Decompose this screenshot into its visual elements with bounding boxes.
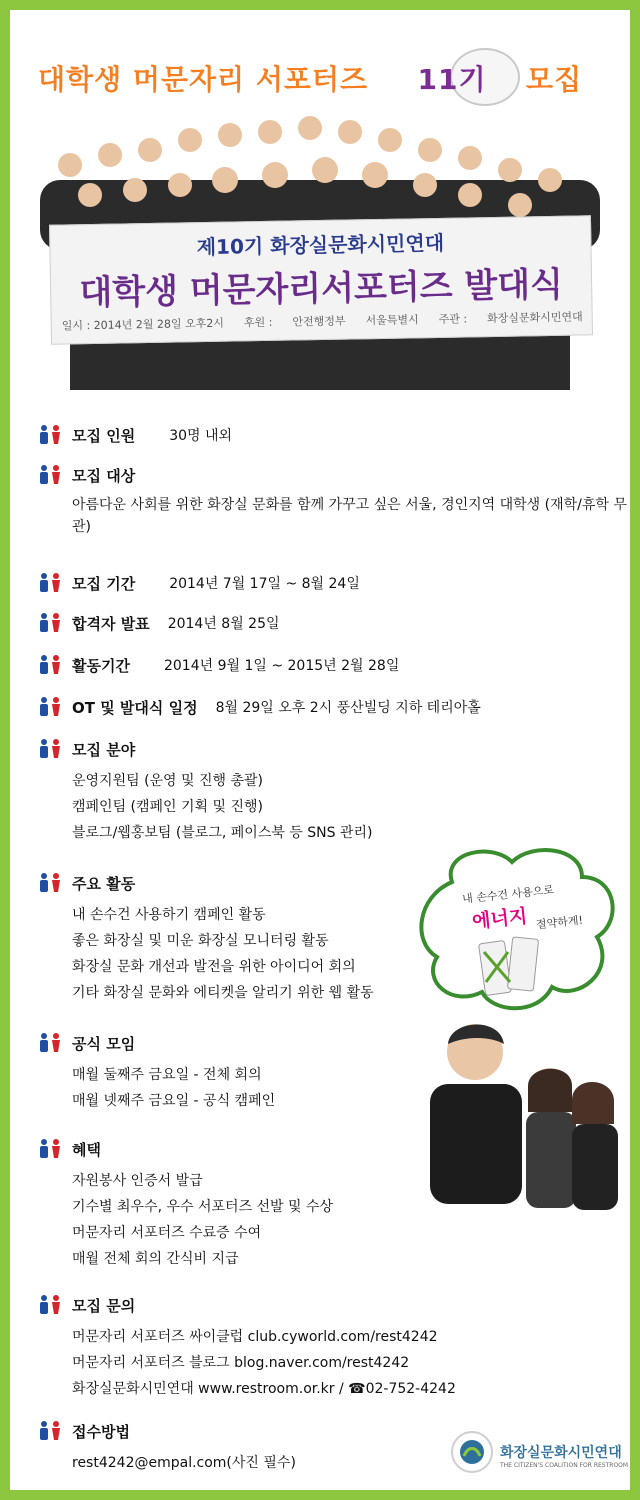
section-recruit-period [38,570,360,596]
section-fields [38,736,373,846]
list-item: 머문자리 서포터즈 블로그 blog.naver.com/rest4242 [72,1355,410,1371]
title-generation: 11기 [417,63,487,96]
list-item: 블로그/웹홍보팀 (블로그, 페이스북 등 SNS 관리) [72,825,373,841]
section-announcement [38,610,280,636]
title-main: 대학생 머문자리 서포터즈 [38,63,369,96]
section-value: 30명 내외 [169,428,233,444]
section-label: 활동기간 [72,656,130,675]
section-value: 2014년 7월 17일 ~ 8월 24일 [169,576,360,592]
banner-line1: 제10기 화장실문화시민연대 [196,230,445,260]
list-item: 자원봉사 인증서 발급 [72,1173,203,1189]
logo-name: 화장실문화시민연대 [500,1445,622,1461]
section-label: 주요 활동 [72,874,136,893]
section-label: OT 및 발대식 일정 [72,698,198,717]
section-activities [38,870,374,1006]
section-value: 8월 29일 오후 2시 풍산빌딩 지하 테리아홀 [215,700,481,716]
people-icon [38,464,62,486]
people-icon [38,1420,62,1442]
section-text: 아름다운 사회를 위한 화장실 문화를 함께 가꾸고 싶은 서울, 경인지역 대학생 (재학/휴학 무관) [72,497,627,535]
people-icon [38,696,62,718]
list-item: 기타 화장실 문화와 에티켓을 알리기 위한 웹 활동 [72,985,374,1001]
list-item: 캠페인팀 (캠페인 기획 및 진행) [72,799,264,815]
bubble-line3: 절약하게! [535,913,584,932]
people-icon [38,612,62,634]
section-label: 모집 인원 [72,426,136,445]
bubble-line1: 내 손수건 사용으로 [461,883,555,906]
people-icon [38,572,62,594]
section-value: rest4242@empal.com(사진 필수) [72,1455,296,1471]
list-item: 매월 둘째주 금요일 - 전체 회의 [72,1067,262,1083]
section-apply [38,1418,296,1476]
section-recruit-target [38,462,630,538]
list-item: 화장실문화시민연대 www.restroom.or.kr / ☎02-752-4242 [72,1381,456,1397]
people-icon [38,1294,62,1316]
section-label: 접수방법 [72,1422,130,1441]
people-icon [38,1138,62,1160]
list-item: 내 손수건 사용하기 캠페인 활동 [72,907,266,923]
section-value: 2014년 9월 1일 ~ 2015년 2월 28일 [163,658,400,674]
group-photo [30,110,610,390]
banner-line2: 대학생 머문자리서포터즈 발대식 [79,264,564,314]
list-item: 기수별 최우수, 우수 서포터즈 선발 및 수상 [72,1199,334,1215]
section-label: 모집 대상 [72,466,136,485]
title-recruit: 모집 [526,63,583,96]
section-value: 2014년 8월 25일 [167,616,280,632]
organization-logo [450,1430,629,1482]
people-icon [38,1032,62,1054]
list-item: 매월 전체 회의 간식비 지급 [72,1251,239,1267]
poster [10,10,630,1490]
speech-bubble [412,842,626,1022]
section-activity-period [38,652,399,678]
event-banner [49,215,593,344]
list-item: 화장실 문화 개선과 발전을 위한 아이디어 회의 [72,959,356,975]
section-label: 공식 모임 [72,1034,136,1053]
banner-date: 일시 : 2014년 2월 28일 오후2시 [61,316,225,333]
section-contact [38,1292,456,1402]
section-label: 합격자 발표 [72,614,150,633]
section-label: 모집 기간 [72,574,136,593]
list-item: 좋은 화장실 및 미운 화장실 모니터링 활동 [72,933,329,949]
cloud-shape [412,842,626,1022]
section-label: 모집 분야 [72,740,136,759]
banner-host: 후원 : [243,315,273,330]
bubble-line2: 에너지 [471,905,529,933]
section-label: 모집 문의 [72,1296,136,1315]
section-benefits [38,1136,333,1272]
people-icon [38,424,62,446]
list-item: 운영지원팀 (운영 및 진행 총괄) [72,773,264,789]
banner-sponsor2: 서울특별시 [365,313,419,328]
list-item: 머문자리 서포터즈 수료증 수여 [72,1225,262,1241]
banner-organizer: 주관 : [438,312,468,326]
section-ot [38,694,481,720]
page-title [38,58,582,98]
section-recruit-count [38,422,232,448]
people-icon [38,738,62,760]
banner-organizer-name: 화장실문화시민연대 [486,310,583,326]
list-item: 머문자리 서포터즈 싸이클럽 club.cyworld.com/rest4242 [72,1329,438,1345]
people-icon [38,872,62,894]
banner-sponsor1: 안전행정부 [292,314,346,329]
supporters-illustration [410,1012,620,1212]
people-icon [38,654,62,676]
supporters-photo [410,1012,620,1212]
list-item: 매월 넷째주 금요일 - 공식 캠페인 [72,1093,276,1109]
section-label: 혜택 [72,1140,101,1159]
section-meetings [38,1030,275,1114]
logo-emblem [450,1430,494,1474]
logo-english: THE CITIZEN'S COALITION FOR RESTROOM [500,1462,629,1469]
